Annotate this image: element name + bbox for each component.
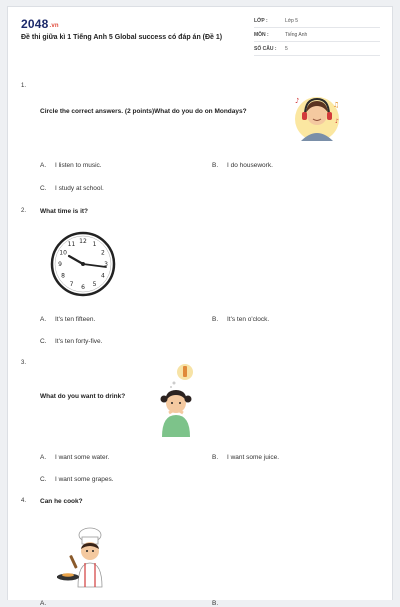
option-letter: A.: [40, 316, 47, 323]
option-letter: A.: [40, 162, 47, 169]
question-4-number: 4.: [21, 498, 27, 504]
document-header: [8, 7, 394, 77]
option-letter: A.: [40, 600, 47, 607]
site-logo[interactable]: [21, 17, 59, 31]
question-3-option-a[interactable]: [40, 454, 109, 461]
meta-count-label: SỐ CÂU :: [254, 46, 277, 52]
question-3-text: What do you want to drink?: [40, 393, 126, 400]
option-letter: B.: [212, 454, 219, 461]
question-3-number: 3.: [21, 360, 27, 366]
meta-subject-label: MÔN :: [254, 32, 269, 38]
clock-numeral: 9: [58, 261, 62, 268]
option-text: It's ten forty-five.: [55, 338, 103, 345]
question-4-option-a[interactable]: [40, 600, 55, 607]
option-text: I want some grapes.: [55, 476, 114, 483]
meta-subject-row: [254, 28, 380, 42]
clock-numeral: 1: [92, 241, 97, 249]
option-letter: C.: [40, 476, 47, 483]
meta-count-value: 5: [285, 46, 288, 52]
question-1-option-c[interactable]: [40, 185, 104, 192]
question-3-option-c[interactable]: [40, 476, 114, 483]
clock-numeral: 3: [104, 261, 108, 268]
option-letter: B.: [212, 316, 219, 323]
option-letter: A.: [40, 454, 47, 461]
question-4-text: Can he cook?: [40, 498, 83, 505]
logo-main: 2048: [21, 17, 49, 31]
clock-numeral: 11: [67, 241, 76, 249]
question-1-option-b[interactable]: [212, 162, 273, 169]
question-1-number: 1.: [21, 83, 27, 89]
meta-class-row: [254, 14, 380, 28]
option-text: I study at school.: [55, 185, 104, 192]
clock-numeral: 10: [59, 249, 67, 257]
boy-chef-cooking-image: [56, 525, 112, 587]
svg-text:♪: ♪: [335, 118, 339, 125]
girl-thinking-drink-image: [154, 363, 204, 437]
option-letter: C.: [40, 185, 47, 192]
clock-image: [50, 231, 116, 297]
option-letter: C.: [40, 338, 47, 345]
clock-numeral: 4: [100, 272, 105, 280]
option-text: I want some juice.: [227, 454, 280, 461]
option-text: I listen to music.: [55, 162, 102, 169]
document-title: Đề thi giữa kì 1 Tiếng Anh 5 Global success có đáp án (Đề 1): [21, 34, 223, 41]
question-2-option-a[interactable]: [40, 316, 95, 323]
option-text: It's ten fifteen.: [55, 316, 96, 323]
question-2-option-b[interactable]: [212, 316, 269, 323]
svg-text:♫: ♫: [333, 101, 340, 109]
clock-numeral: 5: [92, 280, 97, 288]
question-1-option-a[interactable]: [40, 162, 102, 169]
meta-count-row: [254, 42, 380, 56]
svg-text:♪: ♪: [295, 97, 300, 105]
girl-headphones-image: [291, 89, 343, 145]
question-1-text: Circle the correct answers. (2 points)What do you do on Mondays?: [40, 108, 247, 115]
option-letter: B.: [212, 600, 219, 607]
logo-suffix: .vn: [49, 23, 59, 29]
question-2-option-c[interactable]: [40, 338, 102, 345]
clock-numeral: 8: [61, 272, 66, 280]
meta-class-value: Lớp 5: [285, 18, 299, 24]
question-3-option-b[interactable]: [212, 454, 279, 461]
option-text: I do housework.: [227, 162, 273, 169]
clock-numeral: 12: [79, 238, 87, 245]
question-4-option-b[interactable]: [212, 600, 227, 607]
meta-class-label: LỚP :: [254, 18, 268, 24]
exam-page: [7, 6, 393, 607]
clock-numeral: 6: [81, 284, 85, 291]
option-text: It's ten o'clock.: [227, 316, 270, 323]
option-text: I want some water.: [55, 454, 110, 461]
question-2-text: What time is it?: [40, 208, 89, 215]
clock-numeral: 7: [69, 280, 74, 288]
clock-numeral: 2: [100, 249, 105, 257]
meta-subject-value: Tiếng Anh: [285, 32, 308, 38]
question-2-number: 2.: [21, 208, 27, 214]
option-letter: B.: [212, 162, 219, 169]
